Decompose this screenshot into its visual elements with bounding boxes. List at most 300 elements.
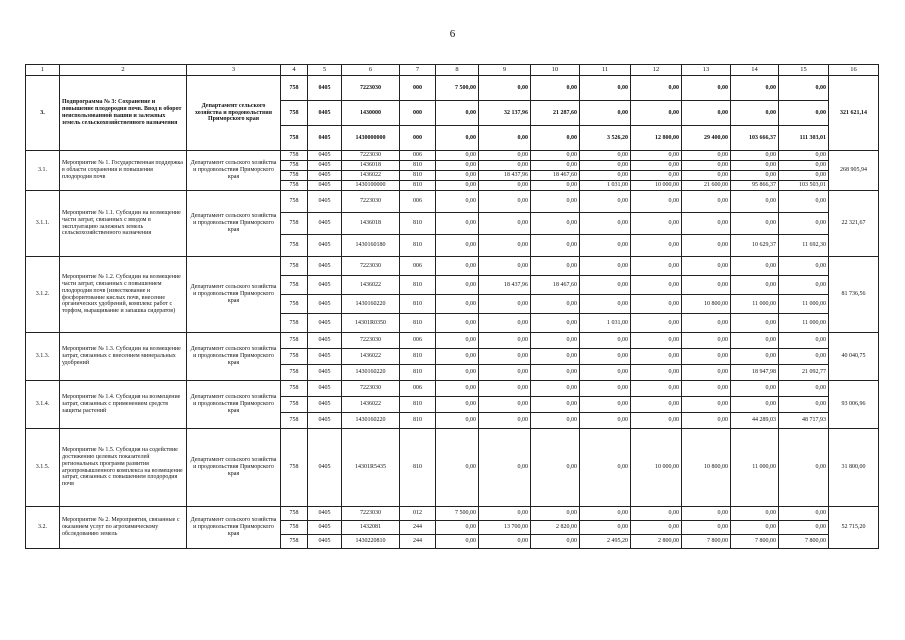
code-cell: 244	[400, 535, 436, 549]
amount-cell: 2 820,00	[531, 521, 580, 535]
amount-cell: 0,00	[436, 161, 479, 171]
code-cell: 14301R0350	[342, 314, 400, 333]
column-header: 8	[436, 65, 479, 76]
amount-cell: 0,00	[531, 191, 580, 213]
item-name: Мероприятие № 1.1. Субсидии на возмещение части затрат, связанных с вводом в эксплуатацию залежных земель сельскохозяйственного назначения	[60, 191, 187, 257]
amount-cell: 48 717,93	[779, 413, 829, 429]
code-cell: 758	[281, 235, 308, 257]
item-number: 3.1.4.	[26, 381, 60, 429]
amount-cell: 0,00	[682, 171, 731, 181]
amount-cell: 111 303,01	[779, 126, 829, 151]
code-cell: 1430100000	[342, 181, 400, 191]
amount-cell: 0,00	[436, 181, 479, 191]
amount-cell: 0,00	[580, 521, 631, 535]
code-cell: 0405	[308, 181, 342, 191]
amount-cell: 0,00	[479, 126, 531, 151]
budget-table	[25, 64, 879, 549]
code-cell: 810	[400, 397, 436, 413]
responsible-department: Департамент сельского хозяйства и продовольствия Приморского края	[187, 429, 281, 507]
code-cell: 0405	[308, 429, 342, 507]
amount-cell: 0,00	[631, 171, 682, 181]
code-cell: 0405	[308, 191, 342, 213]
code-cell: 0405	[308, 126, 342, 151]
amount-cell: 0,00	[682, 365, 731, 381]
amount-cell: 0,00	[580, 429, 631, 507]
amount-cell: 0,00	[631, 521, 682, 535]
amount-cell: 0,00	[731, 314, 779, 333]
amount-cell: 18 437,96	[479, 276, 531, 295]
amount-cell: 10 629,37	[731, 235, 779, 257]
total-amount: 22 321,67	[829, 191, 879, 257]
amount-cell: 0,00	[531, 126, 580, 151]
code-cell: 758	[281, 126, 308, 151]
amount-cell: 0,00	[479, 314, 531, 333]
item-number: 3.1.2.	[26, 257, 60, 333]
code-cell: 0405	[308, 276, 342, 295]
amount-cell: 10 800,00	[682, 429, 731, 507]
amount-cell: 0,00	[631, 76, 682, 101]
amount-cell: 18 467,60	[531, 171, 580, 181]
code-cell: 758	[281, 507, 308, 521]
amount-cell: 0,00	[436, 171, 479, 181]
code-cell: 0405	[308, 161, 342, 171]
amount-cell: 0,00	[580, 235, 631, 257]
amount-cell: 0,00	[631, 397, 682, 413]
amount-cell: 0,00	[682, 381, 731, 397]
amount-cell: 0,00	[731, 397, 779, 413]
amount-cell: 7 800,00	[779, 535, 829, 549]
amount-cell: 0,00	[580, 213, 631, 235]
amount-cell: 0,00	[779, 521, 829, 535]
code-cell: 758	[281, 76, 308, 101]
amount-cell: 0,00	[631, 507, 682, 521]
amount-cell: 0,00	[580, 333, 631, 349]
code-cell: 0405	[308, 535, 342, 549]
amount-cell: 0,00	[580, 295, 631, 314]
code-cell: 810	[400, 295, 436, 314]
total-amount: 40 040,75	[829, 333, 879, 381]
amount-cell: 0,00	[682, 521, 731, 535]
code-cell: 7223030	[342, 257, 400, 276]
amount-cell: 103 666,37	[731, 126, 779, 151]
amount-cell: 0,00	[779, 191, 829, 213]
code-cell: 0405	[308, 365, 342, 381]
amount-cell: 0,00	[479, 76, 531, 101]
total-amount: 93 006,96	[829, 381, 879, 429]
amount-cell: 0,00	[436, 333, 479, 349]
amount-cell: 0,00	[631, 365, 682, 381]
code-cell: 810	[400, 235, 436, 257]
responsible-department: Департамент сельского хозяйства и продовольствия Приморского края	[187, 257, 281, 333]
amount-cell: 0,00	[631, 381, 682, 397]
amount-cell: 0,00	[631, 314, 682, 333]
code-cell: 1436022	[342, 349, 400, 365]
code-cell: 7223030	[342, 76, 400, 101]
amount-cell: 0,00	[436, 151, 479, 161]
amount-cell: 0,00	[731, 161, 779, 171]
amount-cell: 0,00	[682, 349, 731, 365]
code-cell: 0405	[308, 151, 342, 161]
code-cell: 758	[281, 397, 308, 413]
amount-cell: 0,00	[682, 413, 731, 429]
amount-cell: 0,00	[631, 213, 682, 235]
item-number: 3.1.3.	[26, 333, 60, 381]
code-cell: 758	[281, 314, 308, 333]
amount-cell: 0,00	[436, 365, 479, 381]
code-cell: 758	[281, 213, 308, 235]
code-cell: 758	[281, 349, 308, 365]
amount-cell: 0,00	[531, 349, 580, 365]
item-name: Мероприятие № 1. Государственная поддержка в области сохранения и повышения плодородия почв	[60, 151, 187, 191]
code-cell: 758	[281, 521, 308, 535]
amount-cell: 0,00	[731, 101, 779, 126]
column-header: 10	[531, 65, 580, 76]
code-cell: 758	[281, 365, 308, 381]
amount-cell: 21 287,60	[531, 101, 580, 126]
code-cell: 758	[281, 381, 308, 397]
amount-cell: 11 000,00	[779, 314, 829, 333]
amount-cell: 0,00	[436, 101, 479, 126]
amount-cell: 11 000,00	[779, 295, 829, 314]
amount-cell: 0,00	[580, 349, 631, 365]
code-cell: 810	[400, 365, 436, 381]
code-cell: 0405	[308, 381, 342, 397]
amount-cell: 0,00	[580, 397, 631, 413]
amount-cell: 0,00	[580, 76, 631, 101]
amount-cell: 0,00	[631, 413, 682, 429]
amount-cell: 0,00	[531, 333, 580, 349]
column-header: 14	[731, 65, 779, 76]
amount-cell: 44 289,03	[731, 413, 779, 429]
amount-cell: 0,00	[479, 397, 531, 413]
code-cell: 810	[400, 314, 436, 333]
table-row	[26, 76, 879, 101]
amount-cell: 0,00	[531, 429, 580, 507]
amount-cell: 0,00	[731, 381, 779, 397]
table-row	[26, 257, 879, 276]
code-cell: 1430000	[342, 101, 400, 126]
code-cell: 0405	[308, 413, 342, 429]
item-number: 3.1.5.	[26, 429, 60, 507]
amount-cell: 0,00	[531, 365, 580, 381]
amount-cell: 0,00	[731, 171, 779, 181]
code-cell: 14301R5435	[342, 429, 400, 507]
amount-cell: 0,00	[631, 191, 682, 213]
amount-cell: 0,00	[531, 257, 580, 276]
amount-cell: 0,00	[531, 161, 580, 171]
amount-cell: 0,00	[682, 161, 731, 171]
amount-cell: 0,00	[436, 314, 479, 333]
amount-cell: 0,00	[779, 101, 829, 126]
amount-cell: 0,00	[436, 126, 479, 151]
amount-cell: 0,00	[436, 429, 479, 507]
amount-cell: 0,00	[580, 257, 631, 276]
amount-cell: 7 500,00	[436, 507, 479, 521]
column-header: 15	[779, 65, 829, 76]
table-row	[26, 191, 879, 213]
amount-cell: 0,00	[682, 257, 731, 276]
amount-cell: 13 700,00	[479, 521, 531, 535]
amount-cell: 0,00	[436, 413, 479, 429]
code-cell: 1430220810	[342, 535, 400, 549]
amount-cell: 0,00	[436, 381, 479, 397]
amount-cell: 0,00	[731, 257, 779, 276]
amount-cell: 12 800,00	[631, 126, 682, 151]
item-name: Мероприятие № 1.3. Субсидии на возмещение затрат, связанных с внесением минеральных удобрений	[60, 333, 187, 381]
code-cell: 0405	[308, 235, 342, 257]
amount-cell: 0,00	[531, 76, 580, 101]
code-cell: 7223030	[342, 381, 400, 397]
column-header: 1	[26, 65, 60, 76]
amount-cell: 18 437,96	[479, 171, 531, 181]
amount-cell: 0,00	[779, 333, 829, 349]
amount-cell: 0,00	[779, 76, 829, 101]
amount-cell: 0,00	[631, 349, 682, 365]
amount-cell: 0,00	[580, 161, 631, 171]
amount-cell: 0,00	[682, 276, 731, 295]
amount-cell: 0,00	[580, 507, 631, 521]
code-cell: 0405	[308, 295, 342, 314]
code-cell: 000	[400, 76, 436, 101]
amount-cell: 0,00	[731, 76, 779, 101]
column-header: 11	[580, 65, 631, 76]
amount-cell: 0,00	[436, 521, 479, 535]
amount-cell: 0,00	[531, 213, 580, 235]
amount-cell: 0,00	[682, 191, 731, 213]
code-cell: 810	[400, 171, 436, 181]
code-cell: 1430160220	[342, 413, 400, 429]
amount-cell: 0,00	[779, 381, 829, 397]
total-amount: 52 715,20	[829, 507, 879, 549]
amount-cell: 0,00	[779, 507, 829, 521]
code-cell: 1430160220	[342, 295, 400, 314]
code-cell: 0405	[308, 76, 342, 101]
amount-cell: 2 495,20	[580, 535, 631, 549]
code-cell: 758	[281, 181, 308, 191]
code-cell: 1436022	[342, 397, 400, 413]
amount-cell: 0,00	[631, 295, 682, 314]
amount-cell: 3 526,20	[580, 126, 631, 151]
responsible-department: Департамент сельского хозяйства и продовольствия Приморского края	[187, 381, 281, 429]
amount-cell: 7 800,00	[731, 535, 779, 549]
amount-cell: 0,00	[779, 429, 829, 507]
amount-cell: 1 031,00	[580, 314, 631, 333]
amount-cell: 0,00	[436, 191, 479, 213]
code-cell: 1436022	[342, 276, 400, 295]
code-cell: 810	[400, 213, 436, 235]
item-number: 3.1.	[26, 151, 60, 191]
code-cell: 1432081	[342, 521, 400, 535]
amount-cell: 0,00	[436, 295, 479, 314]
amount-cell: 18 467,60	[531, 276, 580, 295]
amount-cell: 32 137,96	[479, 101, 531, 126]
amount-cell: 10 000,00	[631, 181, 682, 191]
amount-cell: 0,00	[479, 413, 531, 429]
code-cell: 244	[400, 521, 436, 535]
code-cell: 758	[281, 413, 308, 429]
column-header: 13	[682, 65, 731, 76]
table-row	[26, 151, 879, 161]
amount-cell: 0,00	[779, 397, 829, 413]
code-cell: 1436022	[342, 171, 400, 181]
responsible-department: Департамент сельского хозяйства и продовольствия Приморского края	[187, 191, 281, 257]
amount-cell: 0,00	[779, 171, 829, 181]
amount-cell: 0,00	[631, 276, 682, 295]
amount-cell: 0,00	[779, 276, 829, 295]
amount-cell: 0,00	[731, 151, 779, 161]
code-cell: 810	[400, 429, 436, 507]
item-name: Мероприятие № 1.2. Субсидии на возмещение части затрат, связанных с повышением плодородия почв (известкование и фосфоритование кислых почв, внесение органических удобрений, комплекс работ с торфом, выращивание и запашка сидератов)	[60, 257, 187, 333]
amount-cell: 0,00	[682, 76, 731, 101]
amount-cell: 0,00	[479, 191, 531, 213]
item-name: Мероприятие № 2. Мероприятия, связанные с оказанием услуг по агрохимическому обследованию земель	[60, 507, 187, 549]
amount-cell: 0,00	[682, 213, 731, 235]
code-cell: 758	[281, 333, 308, 349]
amount-cell: 11 692,30	[779, 235, 829, 257]
amount-cell: 0,00	[531, 535, 580, 549]
code-cell: 006	[400, 381, 436, 397]
amount-cell: 0,00	[436, 213, 479, 235]
table-row	[26, 429, 879, 507]
table-row	[26, 333, 879, 349]
amount-cell: 0,00	[580, 365, 631, 381]
amount-cell: 0,00	[531, 235, 580, 257]
amount-cell: 0,00	[631, 161, 682, 171]
column-header: 4	[281, 65, 308, 76]
amount-cell: 0,00	[436, 257, 479, 276]
amount-cell: 0,00	[479, 535, 531, 549]
amount-cell: 0,00	[779, 151, 829, 161]
code-cell: 1430160180	[342, 235, 400, 257]
column-header: 12	[631, 65, 682, 76]
code-cell: 0405	[308, 333, 342, 349]
item-number: 3.1.1.	[26, 191, 60, 257]
amount-cell: 0,00	[731, 507, 779, 521]
amount-cell: 0,00	[580, 171, 631, 181]
total-amount: 268 905,94	[829, 151, 879, 191]
responsible-department: Департамент сельского хозяйства и продовольствия Приморского края	[187, 151, 281, 191]
code-cell: 006	[400, 191, 436, 213]
amount-cell: 0,00	[580, 101, 631, 126]
amount-cell: 0,00	[580, 151, 631, 161]
amount-cell: 7 800,00	[682, 535, 731, 549]
code-cell: 006	[400, 333, 436, 349]
amount-cell: 0,00	[479, 151, 531, 161]
amount-cell: 0,00	[479, 349, 531, 365]
amount-cell: 0,00	[731, 191, 779, 213]
amount-cell: 18 947,98	[731, 365, 779, 381]
code-cell: 810	[400, 276, 436, 295]
header-row	[26, 65, 879, 76]
amount-cell: 29 400,00	[682, 126, 731, 151]
amount-cell: 2 800,00	[631, 535, 682, 549]
code-cell: 758	[281, 171, 308, 181]
amount-cell: 0,00	[682, 507, 731, 521]
code-cell: 7223030	[342, 507, 400, 521]
amount-cell: 0,00	[436, 535, 479, 549]
code-cell: 0405	[308, 213, 342, 235]
amount-cell: 0,00	[731, 349, 779, 365]
code-cell: 0405	[308, 171, 342, 181]
amount-cell: 1 031,00	[580, 181, 631, 191]
amount-cell: 0,00	[682, 151, 731, 161]
total-amount: 81 736,56	[829, 257, 879, 333]
code-cell: 7223030	[342, 191, 400, 213]
amount-cell: 0,00	[436, 235, 479, 257]
item-name: Мероприятие № 1.5. Субсидия на содействие достижению целевых показателей региональных программ развития агропромышленного комплекса на возмещение затрат, связанных с повышением плодородия почв	[60, 429, 187, 507]
code-cell: 0405	[308, 101, 342, 126]
code-cell: 000	[400, 126, 436, 151]
amount-cell: 0,00	[682, 101, 731, 126]
code-cell: 758	[281, 257, 308, 276]
item-number: 3.	[26, 76, 60, 151]
amount-cell: 0,00	[531, 295, 580, 314]
column-header: 5	[308, 65, 342, 76]
amount-cell: 11 000,00	[731, 295, 779, 314]
amount-cell: 0,00	[531, 381, 580, 397]
code-cell: 810	[400, 413, 436, 429]
responsible-department: Департамент сельского хозяйства и продовольствия Приморского края	[187, 333, 281, 381]
amount-cell: 0,00	[731, 276, 779, 295]
code-cell: 000	[400, 101, 436, 126]
code-cell: 758	[281, 151, 308, 161]
code-cell: 7223030	[342, 333, 400, 349]
amount-cell: 0,00	[580, 381, 631, 397]
amount-cell: 21 092,77	[779, 365, 829, 381]
total-amount: 31 800,00	[829, 429, 879, 507]
column-header: 3	[187, 65, 281, 76]
column-header: 2	[60, 65, 187, 76]
column-header: 6	[342, 65, 400, 76]
code-cell: 810	[400, 181, 436, 191]
amount-cell: 103 503,01	[779, 181, 829, 191]
amount-cell: 10 800,00	[682, 295, 731, 314]
amount-cell: 0,00	[479, 429, 531, 507]
responsible-department: Департамент сельского хозяйства и продовольствия Приморского края	[187, 507, 281, 549]
amount-cell: 0,00	[631, 101, 682, 126]
code-cell: 1430000000	[342, 126, 400, 151]
column-header: 16	[829, 65, 879, 76]
amount-cell: 0,00	[479, 235, 531, 257]
amount-cell: 0,00	[531, 413, 580, 429]
code-cell: 758	[281, 429, 308, 507]
amount-cell: 0,00	[479, 333, 531, 349]
amount-cell: 0,00	[531, 151, 580, 161]
code-cell: 0405	[308, 507, 342, 521]
amount-cell: 0,00	[580, 413, 631, 429]
code-cell: 0405	[308, 257, 342, 276]
code-cell: 012	[400, 507, 436, 521]
amount-cell: 0,00	[531, 314, 580, 333]
amount-cell: 21 600,00	[682, 181, 731, 191]
code-cell: 810	[400, 161, 436, 171]
code-cell: 758	[281, 191, 308, 213]
amount-cell: 0,00	[779, 349, 829, 365]
amount-cell: 0,00	[731, 213, 779, 235]
amount-cell: 0,00	[479, 295, 531, 314]
code-cell: 0405	[308, 521, 342, 535]
code-cell: 758	[281, 161, 308, 171]
code-cell: 758	[281, 276, 308, 295]
amount-cell: 0,00	[682, 397, 731, 413]
code-cell: 006	[400, 257, 436, 276]
item-number: 3.2.	[26, 507, 60, 549]
amount-cell: 0,00	[479, 161, 531, 171]
code-cell: 7223030	[342, 151, 400, 161]
amount-cell: 0,00	[479, 507, 531, 521]
code-cell: 758	[281, 101, 308, 126]
code-cell: 1436018	[342, 161, 400, 171]
